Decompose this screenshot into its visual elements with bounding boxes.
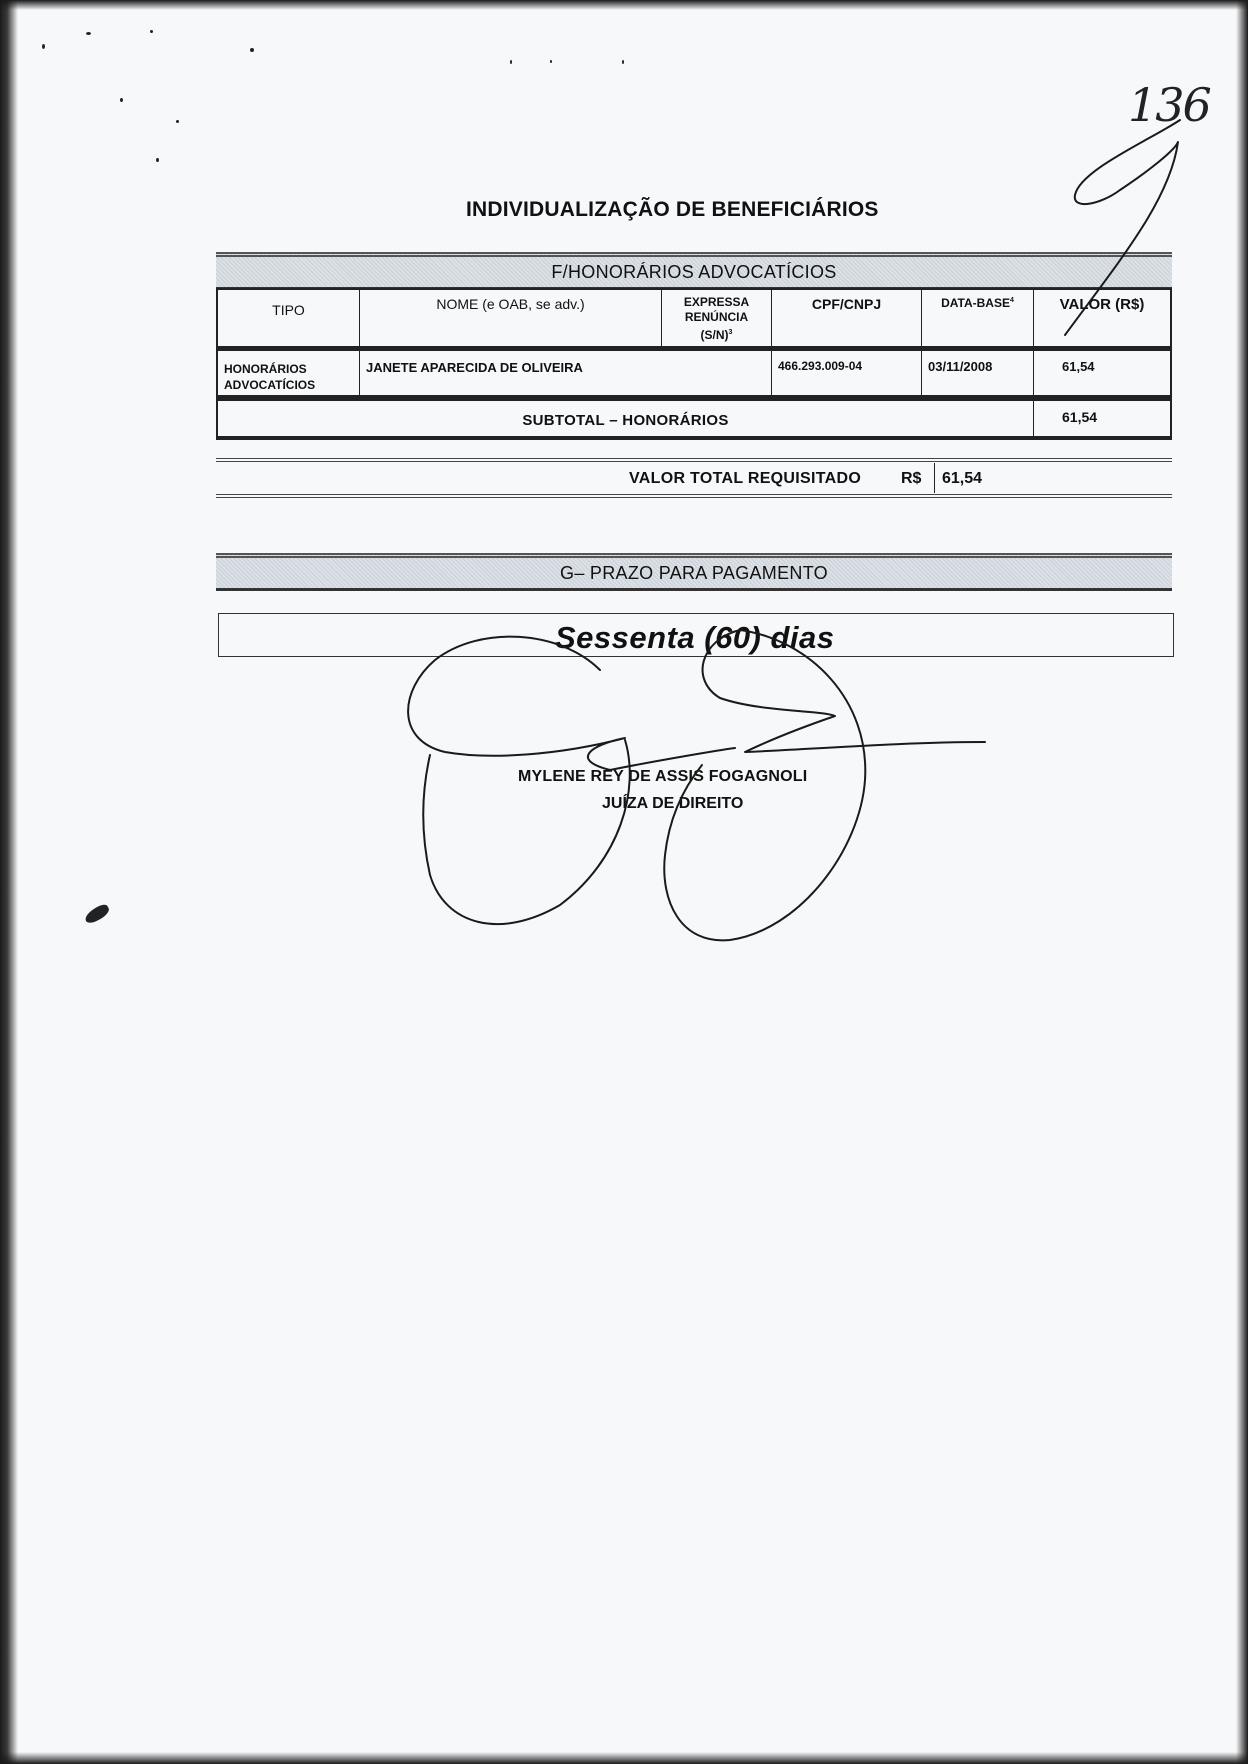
table-header-row <box>216 288 1172 348</box>
prazo-text: Sessenta (60) dias <box>555 620 835 655</box>
row-tipo-line1: HONORÁRIOS <box>224 362 307 376</box>
header-renuncia-line3: (S/N) <box>700 328 729 342</box>
total-rule-bottom <box>216 494 1172 498</box>
header-renuncia-footnote: 3 <box>728 329 733 336</box>
judge-name: MYLENE REY DE ASSIS FOGAGNOLI <box>518 768 808 785</box>
header-valor-label: VALOR (R$) <box>1059 296 1145 313</box>
header-cell-renuncia <box>662 290 772 346</box>
row-data-base-value: 03/11/2008 <box>928 359 993 374</box>
scan-shadow-bottom <box>0 1752 1248 1764</box>
scan-speck <box>42 44 45 49</box>
scan-speck <box>250 48 254 52</box>
header-cell-valor <box>1034 290 1170 346</box>
header-cell-nome <box>360 290 662 346</box>
subtotal-value: 61,54 <box>1062 409 1098 425</box>
scan-speck <box>156 158 159 162</box>
row-cell-cpf <box>772 351 922 395</box>
header-renuncia-line2: RENÚNCIA <box>684 310 749 324</box>
section-f-heading: F/HONORÁRIOS ADVOCATÍCIOS <box>216 252 1172 290</box>
total-rule-top <box>216 458 1172 462</box>
ink-blot <box>83 902 112 925</box>
total-currency: R$ <box>901 470 922 487</box>
header-nome-label: NOME (e OAB, se adv.) <box>436 296 585 312</box>
scan-speck <box>622 60 624 64</box>
subtotal-label-cell <box>218 401 1034 436</box>
row-cell-tipo <box>218 351 360 395</box>
section-g-heading: G– PRAZO PARA PAGAMENTO <box>216 553 1172 591</box>
subtotal-value-cell <box>1034 401 1170 436</box>
scan-speck <box>150 30 153 33</box>
row-cell-data-base <box>922 351 1034 395</box>
header-cell-tipo <box>218 290 360 346</box>
table-row <box>216 347 1172 397</box>
subtotal-row <box>216 397 1172 440</box>
row-nome-value: JANETE APARECIDA DE OLIVEIRA <box>366 360 583 375</box>
header-cell-data-base <box>922 290 1034 346</box>
header-renuncia-line1: EXPRESSA <box>683 295 750 309</box>
row-cpf-value: 466.293.009-04 <box>778 359 863 373</box>
page-number: 136 <box>1128 78 1210 132</box>
header-data-base-label: DATA-BASE <box>941 296 1010 310</box>
judge-role: JUÍZA DE DIREITO <box>602 795 744 812</box>
header-cpf-label: CPF/CNPJ <box>811 296 882 312</box>
total-divider <box>934 463 935 493</box>
header-tipo-label: TIPO <box>272 302 305 318</box>
scan-speck <box>510 60 512 64</box>
scan-speck <box>550 60 552 63</box>
scan-shadow-left <box>0 0 18 1764</box>
header-data-base-footnote: 4 <box>1009 297 1014 304</box>
row-valor-value: 61,54 <box>1062 359 1095 374</box>
row-tipo-line2: ADVOCATÍCIOS <box>224 378 316 392</box>
total-value: 61,54 <box>942 470 983 487</box>
scan-speck <box>120 98 123 102</box>
row-cell-valor <box>1034 351 1170 395</box>
total-label: VALOR TOTAL REQUISITADO <box>629 470 862 487</box>
scan-shadow-top <box>0 0 1248 10</box>
subtotal-label: SUBTOTAL – HONORÁRIOS <box>522 412 729 429</box>
row-cell-nome <box>360 351 772 395</box>
header-cell-cpf <box>772 290 922 346</box>
page-title: INDIVIDUALIZAÇÃO DE BENEFICIÁRIOS <box>466 198 879 221</box>
scan-speck <box>86 32 91 35</box>
scan-shadow-right <box>1236 0 1248 1764</box>
scan-speck <box>176 120 179 123</box>
